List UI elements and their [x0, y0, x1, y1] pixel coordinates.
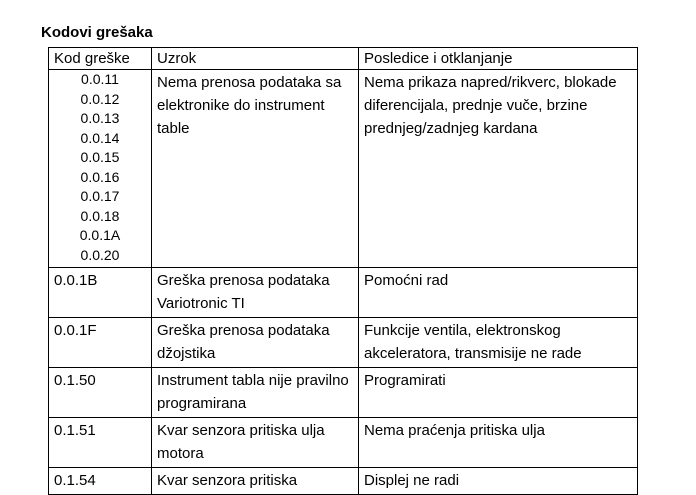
code-item: 0.0.16: [80, 168, 120, 185]
table-row: [49, 70, 638, 268]
cause-cell: Instrument tabla nije pravilno programirana: [152, 368, 359, 418]
code-cell: [49, 70, 152, 268]
page-title: Kodovi grešaka: [41, 24, 153, 41]
cause-cell: Greška prenosa podataka džojstika: [152, 318, 359, 368]
code-list: [54, 70, 146, 265]
effect-cell: Pomoćni rad: [359, 268, 638, 318]
code-cell: 0.0.1F: [49, 318, 152, 368]
header-cause: Uzrok: [152, 48, 359, 70]
table-row: [49, 468, 638, 495]
cause-cell: Greška prenosa podataka Variotronic TI: [152, 268, 359, 318]
code-cell: 0.1.50: [49, 368, 152, 418]
code-item: 0.0.20: [80, 246, 120, 263]
code-item: 0.0.18: [80, 207, 120, 224]
effect-cell: Programirati: [359, 368, 638, 418]
cause-cell: Nema prenosa podataka sa elektronike do instrument table: [152, 70, 359, 268]
effect-cell: Displej ne radi: [359, 468, 638, 495]
code-item: 0.0.13: [80, 110, 120, 126]
code-cell: 0.0.1B: [49, 268, 152, 318]
table-row: [49, 368, 638, 418]
effect-cell: Nema praćenja pritiska ulja: [359, 418, 638, 468]
code-item: 0.0.12: [80, 90, 120, 107]
code-item: 0.0.14: [80, 129, 120, 146]
cause-cell: Kvar senzora pritiska ulja motora: [152, 418, 359, 468]
code-item: 0.0.11: [81, 71, 119, 87]
table-row: [49, 268, 638, 318]
header-code: Kod greške: [49, 48, 152, 70]
table-row: [49, 418, 638, 468]
table-row: [49, 318, 638, 368]
code-cell: 0.1.54: [49, 468, 152, 495]
error-codes-table: [48, 47, 638, 495]
code-item: 0.0.17: [80, 188, 120, 204]
code-item: 0.0.1A: [79, 227, 121, 243]
code-item: 0.0.15: [80, 149, 120, 165]
code-cell: 0.1.51: [49, 418, 152, 468]
effect-cell: Funkcije ventila, elektronskog akceleratora, transmisije ne rade: [359, 318, 638, 368]
effect-cell: Nema prikaza napred/rikverc, blokade diferencijala, prednje vuče, brzine prednjeg/zadnjeg kardana: [359, 70, 638, 268]
header-effect: Posledice i otklanjanje: [359, 48, 638, 70]
cause-cell: Kvar senzora pritiska: [152, 468, 359, 495]
table-header-row: [49, 48, 638, 70]
